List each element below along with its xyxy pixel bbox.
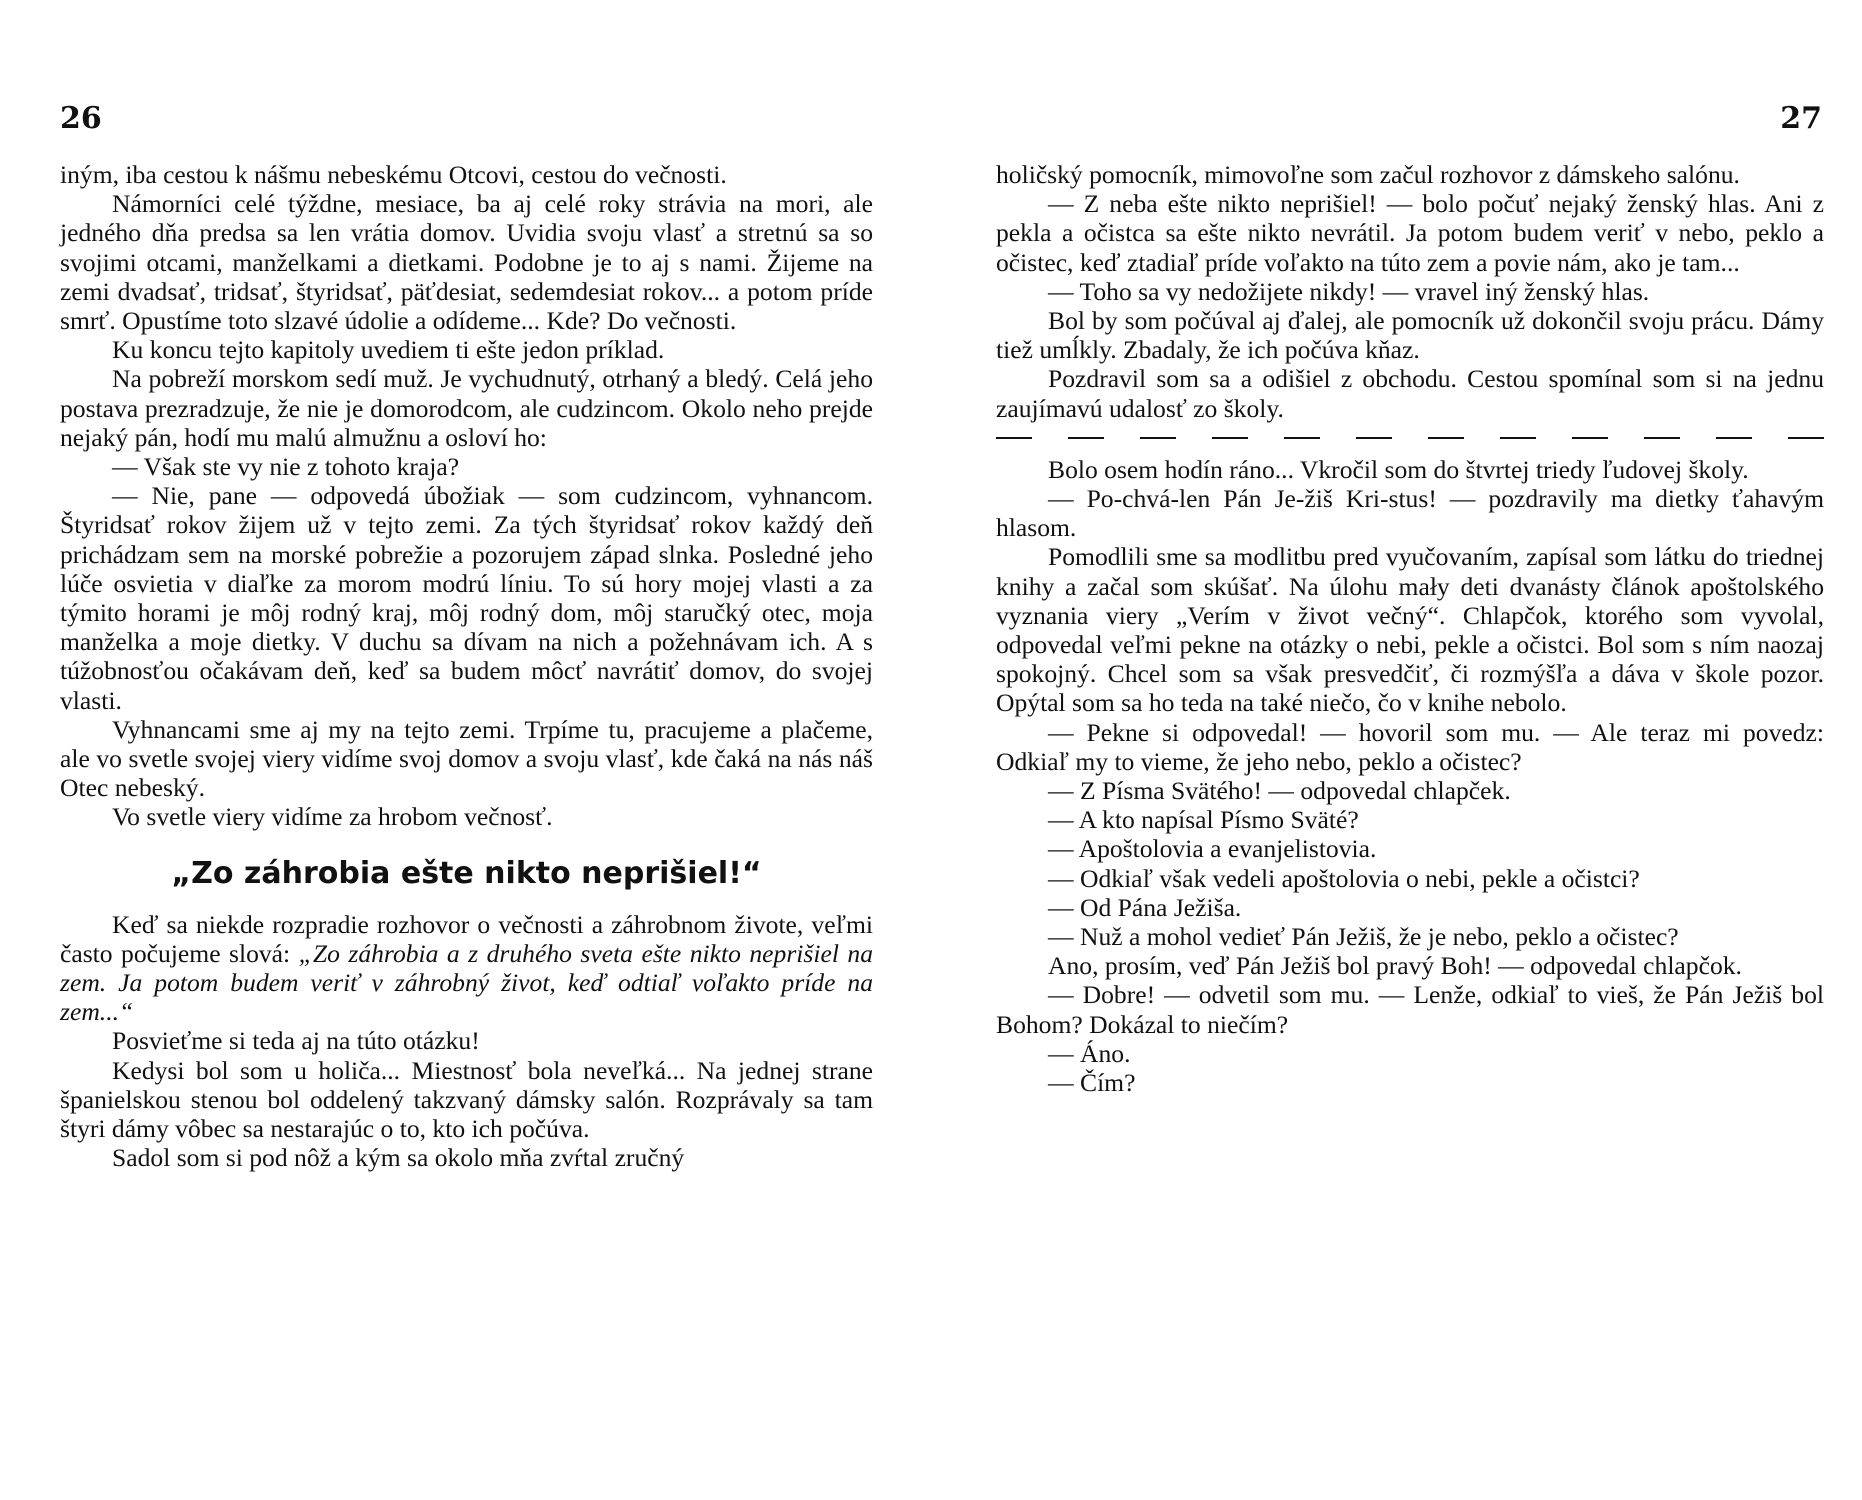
divider-dash [1644, 437, 1680, 439]
paragraph: Pomodlili sme sa modlitbu pred vyučovaním, zapísal som látku do triednej knihy a začal som skúšať. Na úlohu mały deti dvanásty článok apoštolského vyznania viery „Verím v život večný“. Chlapčok, ktorého som vyvolal, odpovedal veľmi pekne na otázky o nebi, pekle a očistci. Bol som s ním naozaj spokojný. Chcel som sa však presvedčiť, či rozmýšľa a dáva v škole pozor. Opýtal som sa ho teda na také niečo, čo v knihe nebolo. [996, 542, 1824, 718]
page-number-right: 27 [1780, 101, 1822, 136]
divider-dash [1068, 437, 1104, 439]
dialogue-line: — Po-chvá-len Pán Je-žiš Kri-stus! — pozdravily ma dietky ťahavým hlasom. [996, 484, 1824, 543]
dialogue-line: — Nie, pane — odpovedá úbožiak — som cudzincom, vyhnancom. Štyridsať rokov žijem už v tejto zemi. Za tých štyridsať rokov každý deň prichádzam sem na morské pobrežie a pozorujem západ slnka. Posledné jeho lúče osvietia v diaľke za morom modrú líniu. To sú hory mojej vlasti a za týmito horami je môj rodný kraj, môj rodný dom, môj staručký otec, moja manželka a moje dietky. V duchu sa dívam na nich a požehnávam ich. A s túžobnosťou očakávam deň, keď sa budem môcť navrátiť domov, do svojej vlasti. [60, 481, 873, 715]
dash-divider [996, 427, 1824, 449]
section-heading: „Zo záhrobia ešte nikto neprišiel!“ [171, 855, 762, 891]
dialogue-line: — Pekne si odpovedal! — hovoril som mu. — Ale teraz mi povedz: Odkiaľ my to vieme, že jeho nebo, peklo a očistec? [996, 717, 1824, 776]
paragraph: Námorníci celé týždne, mesiace, ba aj celé roky strávia na mori, ale jedného dňa predsa sa len vrátia domov. Uvidia svoju vlasť a stretnú sa so svojimi otcami, manželkami a dietkami. Podobne je to aj s nami. Žijeme na zemi dvadsať, tridsať, štyridsať, päťdesiat, sedemdesiat rokov... a potom príde smrť. Opustíme toto slzavé údolie a odídeme... Kde? Do večnosti. [60, 189, 873, 336]
paragraph: Vo svetle viery vidíme za hrobom večnosť. [112, 802, 553, 832]
paragraph: Bolo osem hodín ráno... Vkročil som do štvrtej triedy ľudovej školy. [1048, 454, 1749, 484]
paragraph: Posvieťme si teda aj na túto otázku! [112, 1026, 480, 1056]
dialogue-line: — Áno. [1048, 1038, 1131, 1068]
paragraph: Vyhnancami sme aj my na tejto zemi. Trpíme tu, pracujeme a plačeme, ale vo svetle svojej viery vidíme svoj domov a svoju vlasť, kde čaká na nás náš Otec nebeský. [60, 714, 873, 803]
section-intro-paragraph [60, 910, 873, 1027]
paragraph: iným, iba cestou k nášmu nebeskému Otcovi, cestou do večnosti. [60, 160, 727, 189]
divider-dash [1788, 437, 1824, 439]
dialogue-line: — Od Pána Ježiša. [1048, 892, 1242, 922]
right-text-column [996, 160, 1824, 1097]
paragraph: Pozdravil som sa a odišiel z obchodu. Cestou spomínal som si na jednu zaujímavú udalosť zo školy. [996, 364, 1824, 423]
divider-dash [1716, 437, 1752, 439]
dialogue-line: — Z Písma Svätého! — odpovedal chlapček. [1048, 776, 1511, 806]
dialogue-line: — Apoštolovia a evanjelistovia. [1048, 834, 1377, 864]
dialogue-line: — Toho sa vy nedožijete nikdy! — vravel iný ženský hlas. [1048, 276, 1650, 306]
dialogue-line: — A kto napísal Písmo Sväté? [1048, 805, 1359, 835]
page-number-left: 26 [60, 101, 102, 136]
divider-dash [1140, 437, 1176, 439]
dialogue-line: — Čím? [1048, 1068, 1136, 1098]
dialogue-line: Ano, prosím, veď Pán Ježiš bol pravý Boh! — odpovedal chlapčok. [1048, 951, 1742, 981]
section-intro-text: Keď sa niekde rozpradie rozhovor o večnosti a záhrobnom živote, veľmi často počujeme slová: [60, 909, 873, 968]
paragraph: Na pobreží morskom sedí muž. Je vychudnutý, otrhaný a bledý. Celá jeho postava prezradzuje, že nie je domorodcom, ale cudzincom. Okolo neho prejde nejaký pán, hodí mu malú almužnu a osloví ho: [60, 364, 873, 452]
left-text-column [60, 160, 873, 1173]
dialogue-line: — Dobre! — odvetil som mu. — Lenže, odkiaľ to vieš, že Pán Ježiš bol Bohom? Dokázal to niečím? [996, 980, 1824, 1039]
paragraph: Ku koncu tejto kapitoly uvediem ti ešte jedon príklad. [112, 335, 665, 365]
dialogue-line: — Nuž a mohol vedieť Pán Ježiš, že je nebo, peklo a očistec? [1048, 922, 1679, 952]
paragraph: Kedysi bol som u holiča... Miestnosť bola neveľká... Na jednej strane španielskou stenou bol oddelený takzvaný dámsky salón. Rozprávaly sa tam štyri dámy vôbec sa nestarajúc o to, kto ich počúva. [60, 1055, 873, 1144]
divider-dash [1284, 437, 1320, 439]
divider-dash [1212, 437, 1248, 439]
paragraph: Bol by som počúval aj ďalej, ale pomocník už dokončil svoju prácu. Dámy tiež umĺkly. Zbadaly, že ich počúva kňaz. [996, 306, 1824, 365]
dialogue-line: — Z neba ešte nikto neprišiel! — bolo počuť nejaký ženský hlas. Ani z pekla a očistca sa ešte nikto nevrátil. Ja potom budem veriť v nebo, peklo a očistec, keď ztadiaľ príde voľakto na túto zem a povie nám, ako je tam... [996, 189, 1824, 277]
divider-dash [1572, 437, 1608, 439]
dialogue-line: — Odkiaľ však vedeli apoštolovia o nebi, pekle a očistci? [1048, 863, 1640, 893]
right-page [931, 0, 1862, 1500]
divider-dash [996, 437, 1032, 439]
divider-dash [1356, 437, 1392, 439]
section-intro-quote: „Zo záhrobia a z druhého sveta ešte nikto neprišiel na zem. Ja potom budem veriť v záhrobný život, keď odtiaľ voľakto príde na zem...“ [60, 938, 873, 1027]
paragraph: holičský pomocník, mimovoľne som začul rozhovor z dámskeho salónu. [996, 160, 1740, 189]
dialogue-line: — Však ste vy nie z tohoto kraja? [112, 452, 460, 482]
divider-dash [1428, 437, 1464, 439]
paragraph: Sadol som si pod nôž a kým sa okolo mňa zvŕtal zručný [112, 1143, 685, 1173]
divider-dash [1500, 437, 1536, 439]
